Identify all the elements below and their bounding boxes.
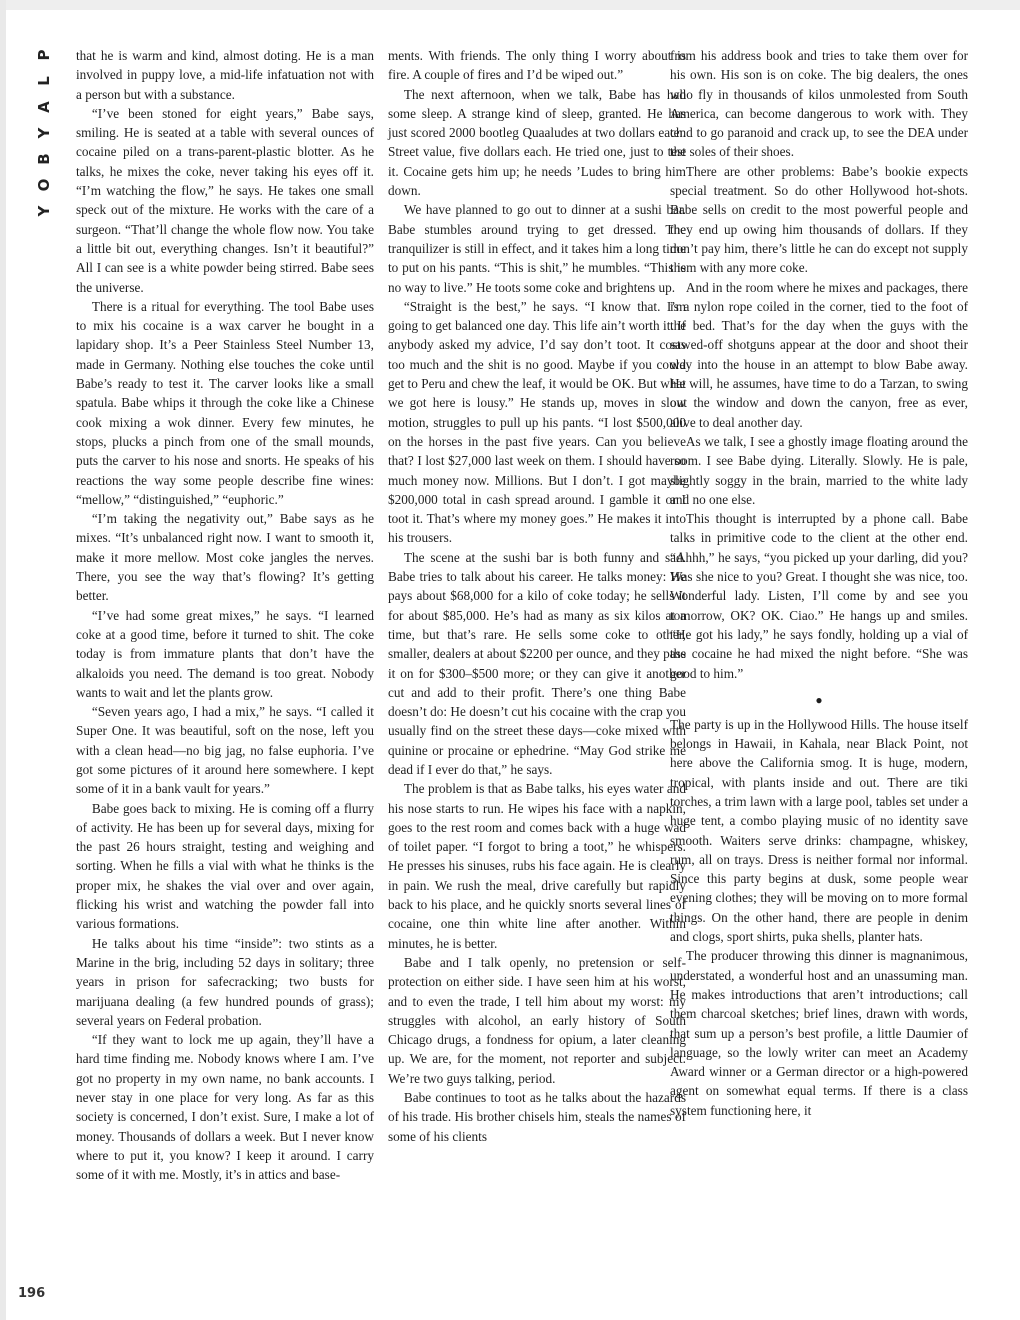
masthead-letter: Y bbox=[35, 127, 53, 139]
paragraph: As we talk, I see a ghostly image floating around the room. I see Babe dying. Literally. Slowly. He is pale, slightly soggy in the brain, married to the white lady and no one else. bbox=[670, 433, 968, 507]
paragraph: This thought is interrupted by a phone call. Babe talks in primitive code to the client at the other end. “Ahhh,” he says, “you picked up your darling, did you? Was she nice to you? Great. I thought she was nice, too. Wonderful lady. Listen, I’ll come by and see you tomorrow, OK? OK. Ciao.” He hangs up and smiles. “He got his lady,” he says fondly, holding up a vial of the cocaine he had mixed the night before. “She was good to him.” bbox=[670, 511, 968, 681]
paragraph: Babe goes back to mixing. He is coming off a flurry of activity. He has been up for several days, mixing for the past 26 hours straight, testing and weighing and sorting. When he fills a vial with what he thinks is the proper mix, he shakes the vial over and over again, flicking his wrist and watching the powder fall into various formations. bbox=[76, 800, 374, 932]
paragraph: “If they want to lock me up again, they’ll have a hard time finding me. Nobody knows where I am. I’ve got no property in my own name, no bank accounts. I never stay in one place for very long. As far as this society is concerned, I don’t exist. Sure, I make a lot of money. Thousands of dollars a week. But I never know where to put it, you know? I keep it around. I carry some of it with me. Mostly, it’s in attics and base- bbox=[76, 1032, 374, 1183]
paragraph: “Straight is the best,” he says. “I know that. I’m going to get balanced one day. This life ain’t worth it. If anybody asked my advice, I’d say don’t toot. It costs too much and the shit is no good. Maybe if you could get to Peru and chew the leaf, it would be OK. But what we got here is lousy.” He stands up, moves in slow motion, struggles to pull up his pants. “I lost $500,000 on the horses in the past five years. Can you believe that? I lost $27,000 last week on them. I should have so much money now. Millions. But I don’t. I got maybe $200,000 total in cash spread around. I gamble it or I toot it. That’s where my money goes.” He makes it into his trousers. bbox=[388, 298, 686, 546]
paragraph: The party is up in the Hollywood Hills. The house itself belongs in Hawaii, in Kahala, near Black Point, not here above the California smog. It is huge, modern, tropical, with plants inside and out. There are tiki torches, a trim lawn with a large pool, tables set under a huge tent, a combo playing music of no identity save smooth. Waiters serve drinks: champagne, whiskey, rum, all on trays. Dress is neither formal nor informal. Since this party begins at dusk, some people wear evening clothes; they will be moving on to more formal things. On the other hand, there are people in denim and clogs, sport shirts, puka shells, planter hats. bbox=[670, 716, 968, 945]
paragraph: that he is warm and kind, almost doting. He is a man involved in puppy love, a mid-life infatuation not with a person but with a substance. bbox=[76, 48, 374, 102]
masthead-letter: L bbox=[35, 76, 53, 86]
paragraph: “I’ve been stoned for eight years,” Babe says, smiling. He is seated at a table with several ounces of cocaine piled on a trans-parent-plastic blotter. As he talks, he mixes the coke, never taking his eyes off it. “I’m watching the flow,” he says. He takes one small speck out of the mixture. He works with the care of a surgeon. “That’ll change the whole flow now. You take a little bit out, everything changes. Isn’t it beautiful?” All I can see is a white powder being stirred. Babe sees the universe. bbox=[76, 105, 374, 295]
text-column-1 bbox=[76, 46, 374, 1185]
text-column-3 bbox=[670, 46, 968, 1120]
masthead-letter: B bbox=[35, 153, 53, 165]
paragraph: Babe continues to toot as he talks about the hazards of his trade. His brother chisels him, steals the names of some of his clients bbox=[388, 1090, 686, 1144]
section-break-bullet: ● bbox=[815, 692, 823, 707]
paragraph: “Seven years ago, I had a mix,” he says. “I called it Super One. It was beautiful, soft on the nose, left you with a clean head—no big jag, no false euphoria. I’ve got some pictures of it around here somewhere. I kept some of it in a bank vault for years.” bbox=[76, 704, 374, 797]
page-top-edge bbox=[0, 0, 1020, 10]
page-left-edge bbox=[0, 0, 6, 1320]
masthead-letter: Y bbox=[35, 205, 53, 217]
paragraph: There is a ritual for everything. The tool Babe uses to mix his cocaine is a wax carver he bought in a lapidary shop. It’s a Peer Stainless Steel Number 13, made in Germany. Nothing else touches the coke until Babe’s ready to test it. The carver looks like a small spatula. Babe whips it through the coke like a Chinese cook mixing a wok dinner. Every few minutes, he stops, plucks a pinch from one of the small mounds, puts the carver to his nose and snorts. He speaks of his reactions the way some people describe fine wines: “mellow,” “distinguished,” “euphoric.” bbox=[76, 298, 374, 507]
paragraph: Babe and I talk openly, no pretension or self-protection on either side. I have seen him at his worst, and to even the trade, I tell him about my worst: my struggles with alcohol, an early history of South Chicago drugs, a fondness for opium, a later cleaning up. We are, for the moment, not reporter and subject. We’re two guys talking, period. bbox=[388, 954, 686, 1086]
paragraph: The next afternoon, when we talk, Babe has had some sleep. A strange kind of sleep, granted. He has just scored 2000 bootleg Quaaludes at two dollars each. Street value, five dollars each. He tried one, just to test it. Cocaine gets him up; he needs ’Ludes to bring him down. bbox=[388, 86, 686, 199]
masthead-letter: O bbox=[35, 178, 53, 192]
paragraph: The producer throwing this dinner is magnanimous, understated, a wonderful host and an unassuming man. He makes introductions that aren’t introductions; call them charcoal sketches; brief lines, drawn with words, that sum up a person’s best profile, a little Daumier of language, so the lowly writer can meet an Academy Award winner or a German director or a high-powered agent on somewhat equal terms. If there is a class system functioning here, it bbox=[670, 948, 968, 1118]
paragraph: “I’ve had some great mixes,” he says. “I learned coke at a good time, before it turned to shit. The coke today is from immature plants that don’t have the alkaloids you need. The demand is too great. Nobody wants to wait and let the plants grow. bbox=[76, 607, 374, 700]
magazine-masthead bbox=[30, 42, 58, 224]
paragraph: ments. With friends. The only thing I worry about is fire. A couple of fires and I’d be wiped out.” bbox=[388, 48, 686, 83]
paragraph: The problem is that as Babe talks, his eyes water and his nose starts to run. He wipes his face with a napkin, goes to the rest room and comes back with a huge wad of toilet paper. “I forgot to bring a toot,” he whispers. He presses his sinuses, rubs his face again. He is clearly in pain. We rush the meal, drive carefully but rapidly back to his place, and he quickly snorts several lines of cocaine, one thin white line after another. Within minutes, he is better. bbox=[388, 781, 686, 951]
masthead-letter: A bbox=[35, 101, 53, 113]
paragraph: He talks about his time “inside”: two stints as a Marine in the brig, including 52 days in solitary; three years in prison for safecracking; two busts for marijuana dealing (a few hundred pounds of grass); several years on Federal probation. bbox=[76, 935, 374, 1028]
paragraph: The scene at the sushi bar is both funny and sad. Babe tries to talk about his career. He talks money: He pays about $68,000 for a kilo of coke today; he sells it for about $85,000. He’s had as many as six kilos at a time, but that’s rare. He sells some coke to other, smaller, dealers at about $2200 per ounce, and they pass it on for $300–$500 more; or they can give it another cut and add to their profit. There’s one thing Babe doesn’t do: He doesn’t cut his cocaine with the crap you usually find on the street these days—coke mixed with quinine or procaine or ephedrine. “May God strike me dead if I ever do that,” he says. bbox=[388, 549, 686, 777]
masthead-letter: P bbox=[35, 49, 53, 61]
paragraph: from his address book and tries to take them over for his own. His son is on coke. The big dealers, the ones who fly in thousands of kilos unmolested from South America, can become dangerous to work with. They tend to go paranoid and crack up, to see the DEA under the soles of their shoes. bbox=[670, 48, 968, 160]
text-column-2 bbox=[388, 46, 686, 1146]
paragraph: And in the room where he mixes and packages, there is a nylon rope coiled in the corner, tied to the foot of the bed. That’s for the day when the guys with the sawed-off shotguns appear at the door and shoot their way into the house in an attempt to blow Babe away. He will, he assumes, have time to do a Tarzan, to swing out the window and down the canyon, free as ever, alive to deal another day. bbox=[670, 279, 968, 430]
paragraph: We have planned to go out to dinner at a sushi bar. Babe stumbles around trying to get dressed. The tranquilizer is still in effect, and it takes him a long time to put on his pants. “This is shit,” he mumbles. “This is no way to live.” He toots some coke and brightens up. bbox=[388, 202, 686, 295]
paragraph: There are other problems: Babe’s bookie expects special treatment. So do other Hollywood hot-shots. Babe sells on credit to the most powerful people and they end up owing him thousands of dollars. If they don’t pay him, there’s little he can do except not supply them with any more coke. bbox=[670, 163, 968, 276]
page-number: 196 bbox=[18, 1286, 46, 1301]
paragraph: “I’m taking the negativity out,” Babe says as he mixes. “It’s unbalanced right now. I want to smooth it, make it more mellow. Most coke jangles the nerves. There, you see the way that’s flowing? It’s getting better. bbox=[76, 511, 374, 604]
